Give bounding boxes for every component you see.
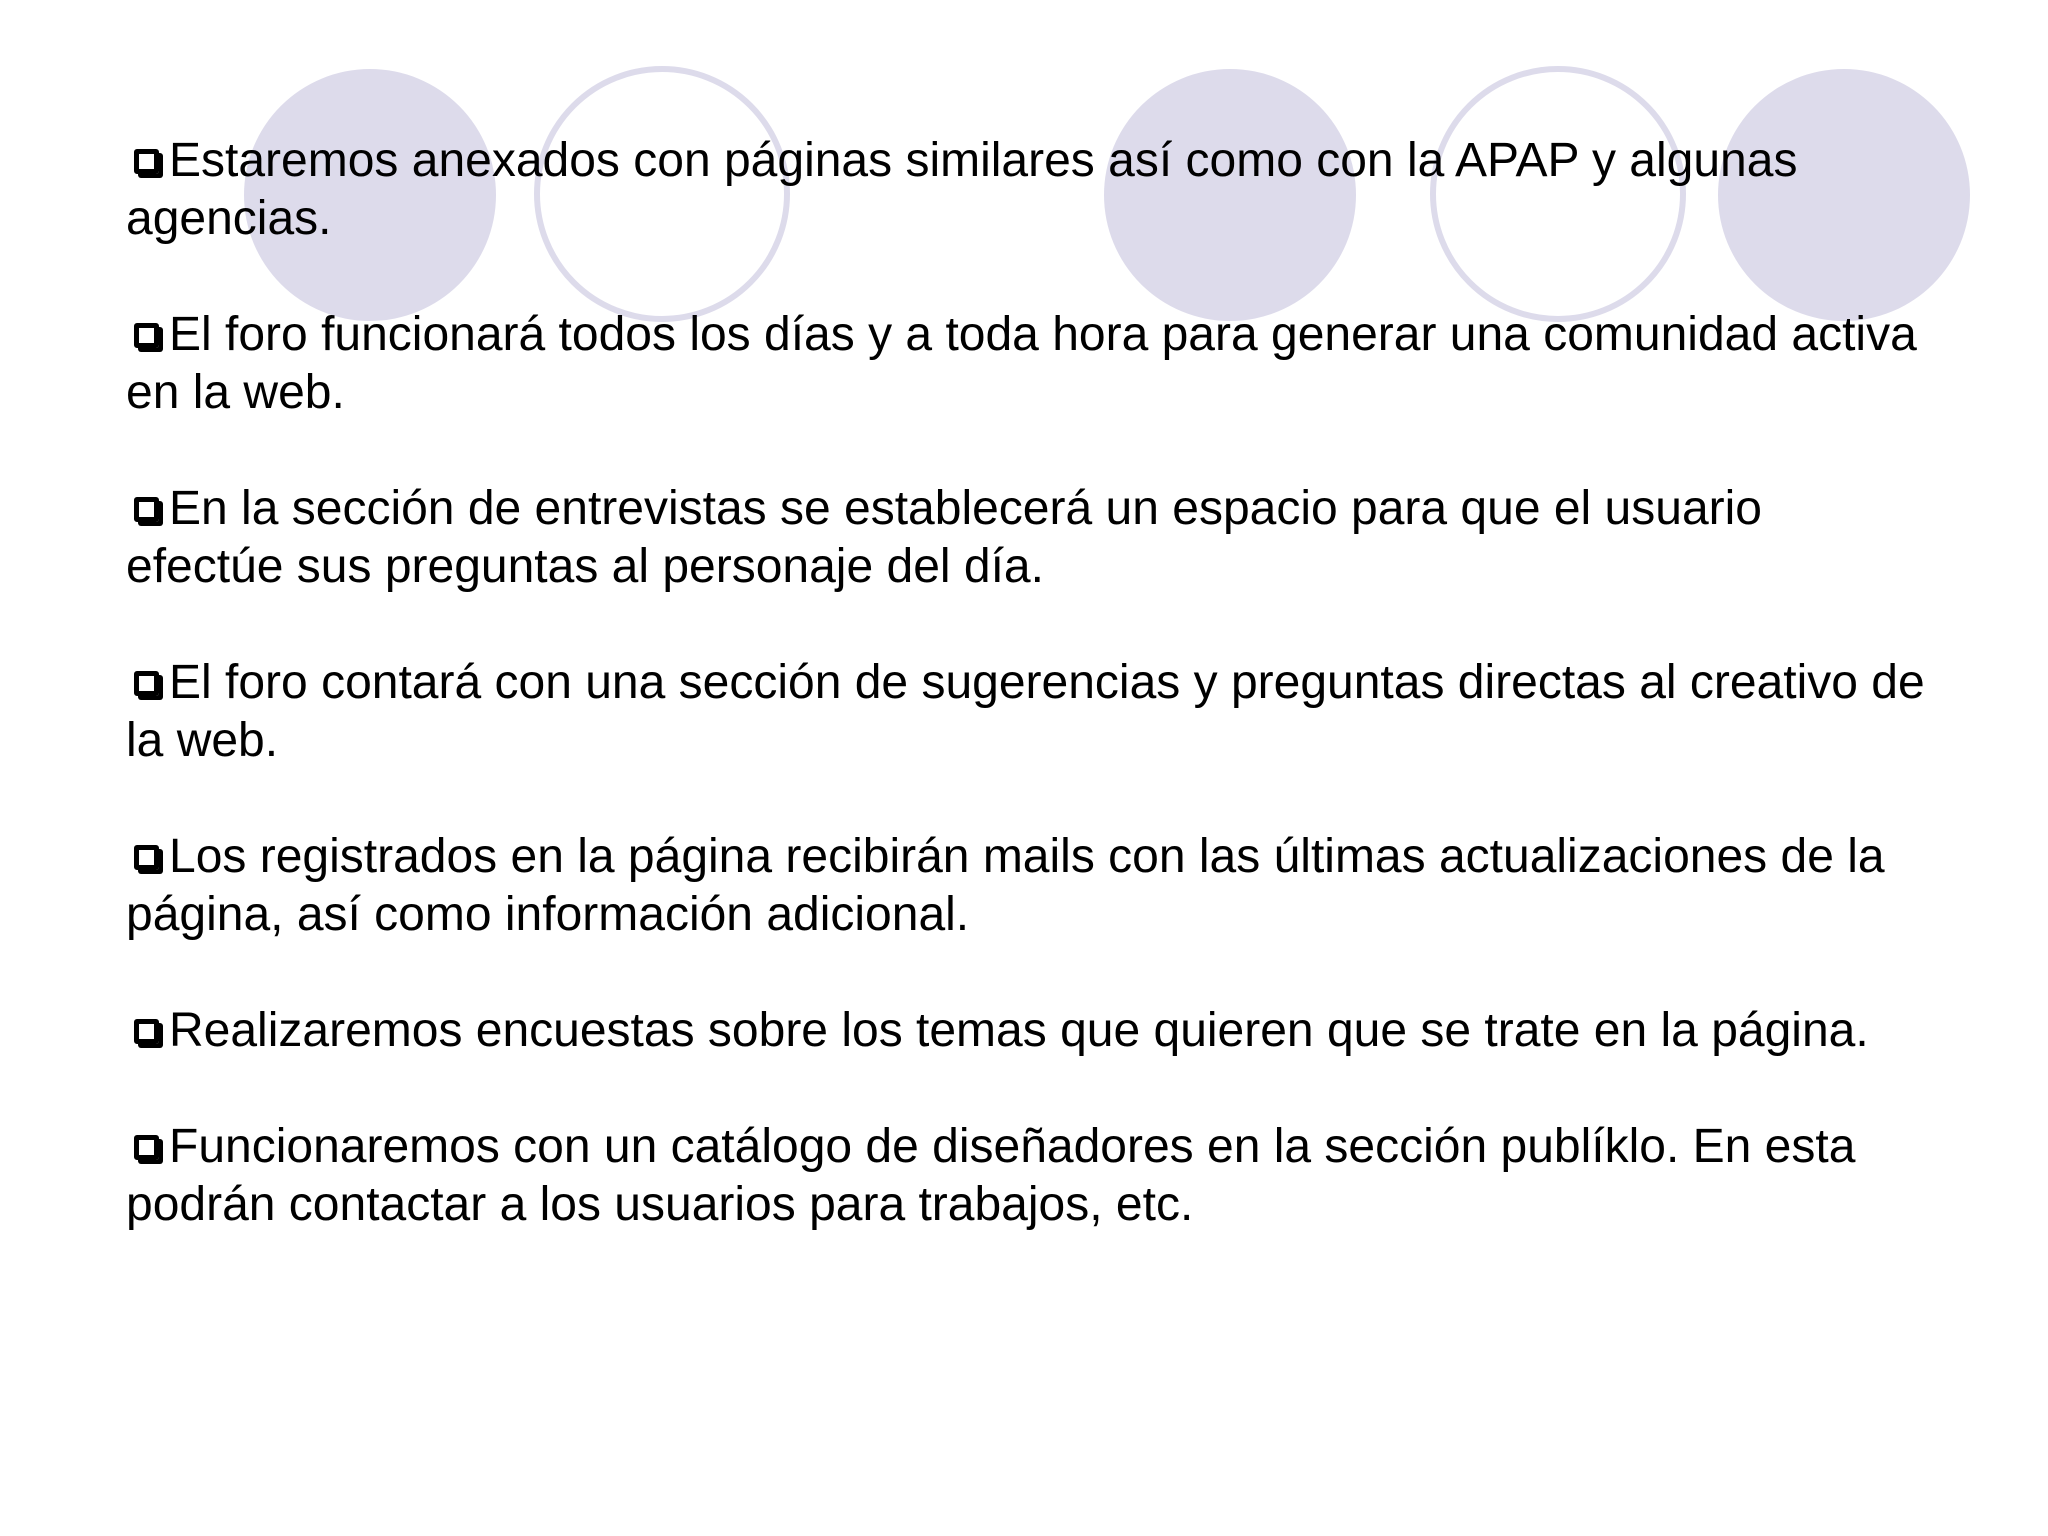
bullet-text: Funcionaremos con un catálogo de diseñadores en la sección publíklo. En esta podrán contactar a los usuarios para trabajos, etc. bbox=[126, 1120, 1856, 1231]
hollow-square-icon bbox=[134, 323, 159, 348]
bullet-item bbox=[126, 480, 1926, 596]
bullet-text: En la sección de entrevistas se establecerá un espacio para que el usuario efectúe sus preguntas al personaje del día. bbox=[126, 482, 1762, 593]
hollow-square-icon bbox=[134, 1135, 159, 1160]
bullet-item bbox=[126, 1118, 1926, 1234]
bullet-list bbox=[126, 132, 1926, 1292]
bullet-item bbox=[126, 132, 1926, 248]
bullet-item bbox=[126, 306, 1926, 422]
hollow-square-icon bbox=[134, 1019, 159, 1044]
bullet-text: El foro contará con una sección de sugerencias y preguntas directas al creativo de la web. bbox=[126, 656, 1925, 767]
hollow-square-icon bbox=[134, 149, 159, 174]
hollow-square-icon bbox=[134, 845, 159, 870]
hollow-square-icon bbox=[134, 497, 159, 522]
bullet-text: Estaremos anexados con páginas similares así como con la APAP y algunas agencias. bbox=[126, 134, 1798, 245]
bullet-text: Los registrados en la página recibirán mails con las últimas actualizaciones de la página, así como información adicional. bbox=[126, 830, 1885, 941]
bullet-item bbox=[126, 828, 1926, 944]
bullet-text: Realizaremos encuestas sobre los temas que quieren que se trate en la página. bbox=[169, 1004, 1869, 1057]
bullet-item bbox=[126, 1002, 1926, 1060]
hollow-square-icon bbox=[134, 671, 159, 696]
bullet-item bbox=[126, 654, 1926, 770]
bullet-text: El foro funcionará todos los días y a toda hora para generar una comunidad activa en la web. bbox=[126, 308, 1917, 419]
